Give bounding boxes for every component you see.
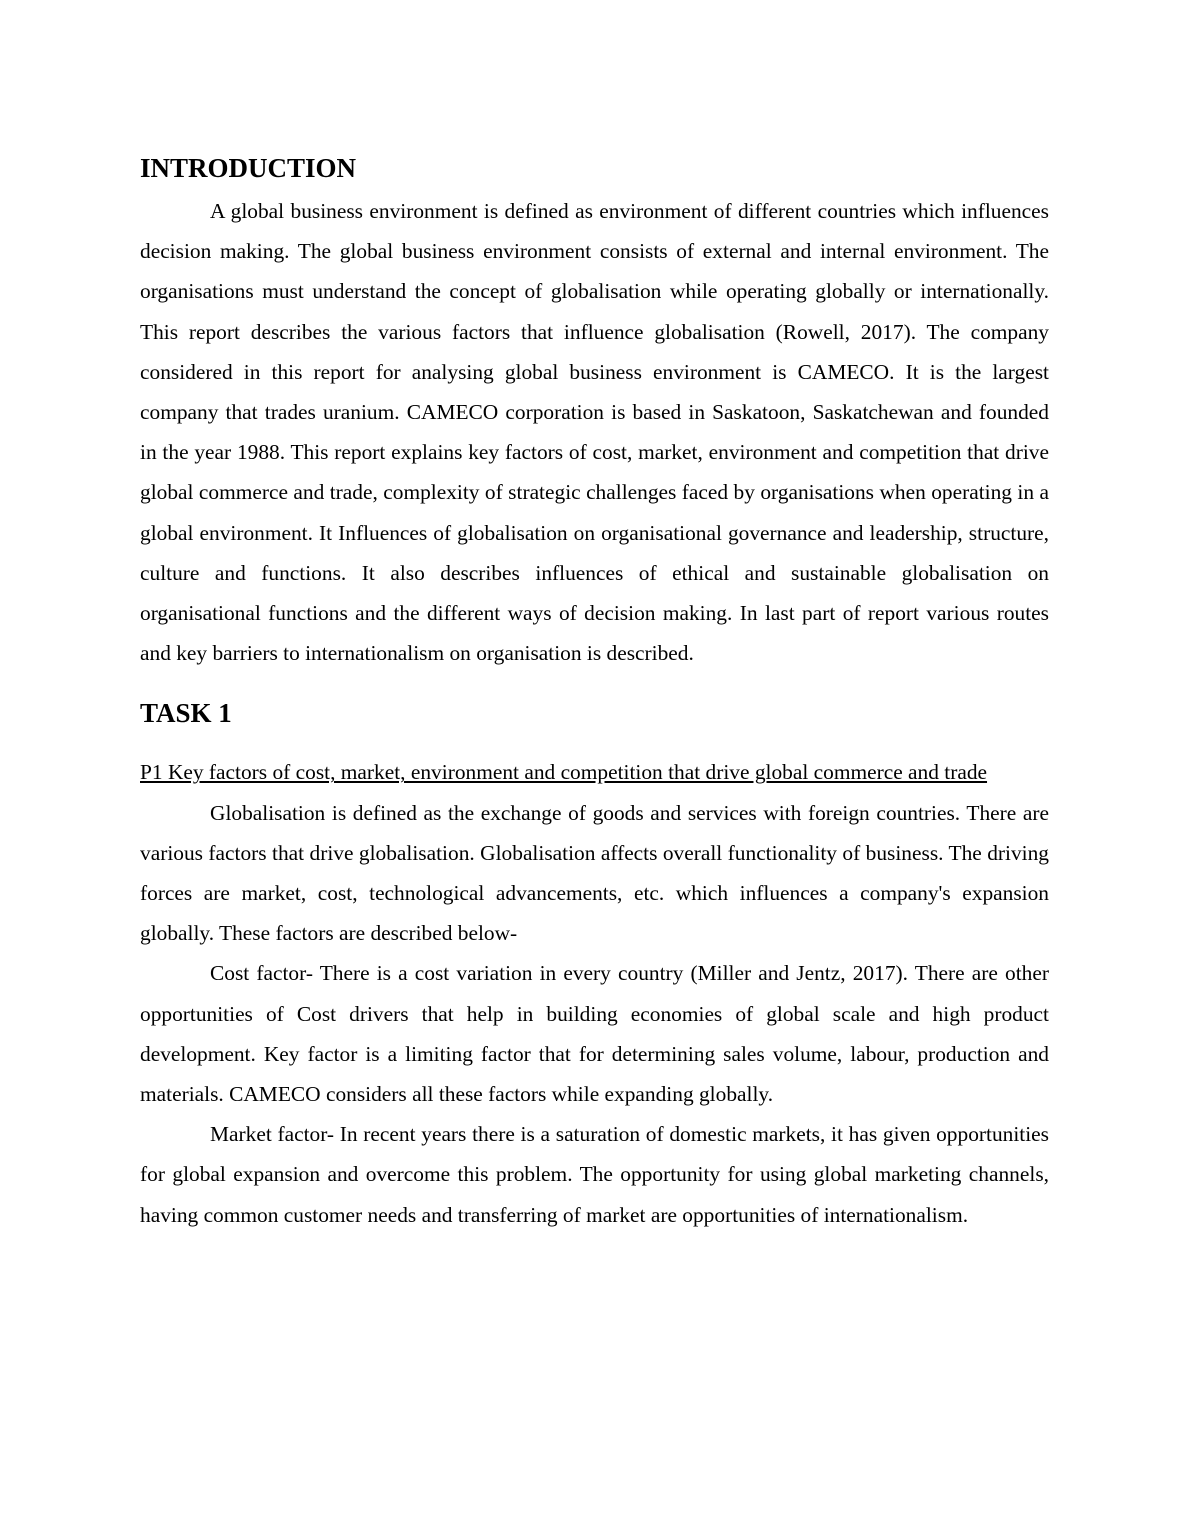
- introduction-paragraph: A global business environment is defined as environment of different countries which influences decision making. The global business environment consists of external and internal environment. The organisations must understand the concept of globalisation while operating globally or internationally. This report describes the various factors that influence globalisation (Rowell, 2017). The company considered in this report for analysing global business environment is CAMECO. It is the largest company that trades uranium. CAMECO corporation is based in Saskatoon, Saskatchewan and founded in the year 1988. This report explains key factors of cost, market, environment and competition that drive global commerce and trade, complexity of strategic challenges faced by organisations when operating in a global environment. It Influences of globalisation on organisational governance and leadership, structure, culture and functions. It also describes influences of ethical and sustainable globalisation on organisational functions and the different ways of decision making. In last part of report various routes and key barriers to internationalism on organisation is described.: [140, 199, 1049, 666]
- cost-factor-paragraph: Cost factor- There is a cost variation in every country (Miller and Jentz, 2017). There are other opportunities of Cost drivers that help in building economies of global scale and high product development. Key factor is a limiting factor that for determining sales volume, labour, production and materials. CAMECO considers all these factors while expanding globally.: [140, 961, 1049, 1107]
- p1-subheading: P1 Key factors of cost, market, environment and competition that drive global commerce and trade: [140, 760, 988, 785]
- market-factor-paragraph: Market factor- In recent years there is a saturation of domestic markets, it has given opportunities for global expansion and overcome this problem. The opportunity for using global marketing channels, having common customer needs and transferring of market are opportunities of internationalism.: [140, 1122, 1049, 1227]
- globalisation-paragraph: Globalisation is defined as the exchange of goods and services with foreign countries. There are various factors that drive globalisation. Globalisation affects overall functionality of business. The driving forces are market, cost, technological advancements, etc. which influences a company's expansion globally. These factors are described below-: [140, 800, 1049, 946]
- task-1-heading: TASK 1: [140, 698, 232, 729]
- document-page: [140, 148, 1049, 1235]
- introduction-heading: INTRODUCTION: [140, 153, 357, 183]
